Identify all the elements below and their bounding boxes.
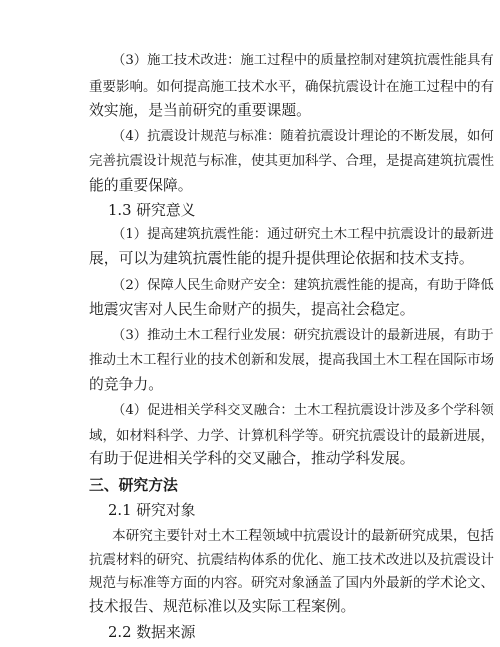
paragraph-line: 展，可以为建筑抗震性能的提升提供理论依据和技术支持。 [89, 250, 474, 268]
paragraph-line: 效实施，是当前研究的重要课题。 [89, 101, 311, 119]
paragraph-line: 抗震材料的研究、抗震结构体系的优化、施工技术改进以及抗震设计 [89, 551, 494, 568]
paragraph-line: 的竞争力。 [89, 376, 163, 394]
paragraph-line: （4）促进相关学科交叉融合：土木工程抗震设计涉及多个学科领 [112, 402, 494, 418]
paragraph-line: 能的重要保障。 [89, 176, 193, 194]
paragraph-line: （3）推动土木工程行业发展：研究抗震设计的最新进展，有助于 [112, 328, 494, 344]
section-heading: 2.2 数据来源 [108, 624, 196, 641]
chapter-heading: 三、研究方法 [89, 477, 178, 495]
paragraph-line: 域，如材料科学、力学、计算机科学等。研究抗震设计的最新进展， [89, 427, 494, 444]
paragraph-line: 本研究主要针对土木工程领域中抗震设计的最新研究成果，包括 [112, 527, 494, 544]
paragraph-line: 完善抗震设计规范与标准，使其更加科学、合理，是提高建筑抗震性 [89, 153, 494, 170]
paragraph-line: 地震灾害对人民生命财产的损失，提高社会稳定。 [89, 300, 415, 318]
section-heading: 2.1 研究对象 [108, 501, 196, 519]
section-heading: 1.3 研究意义 [108, 201, 196, 219]
paragraph-line: （4）抗震设计规范与标准：随着抗震设计理论的不断发展，如何 [112, 129, 494, 145]
paragraph-line: 重要影响。如何提高施工技术水平，确保抗震设计在施工过程中的有 [89, 78, 494, 95]
paragraph-line: （3）施工技术改进：施工过程中的质量控制对建筑抗震性能具有 [112, 53, 494, 68]
paragraph-line: 技术报告、规范标准以及实际工程案例。 [89, 598, 356, 616]
paragraph-line: 推动土木工程行业的技术创新和发展，提高我国土木工程在国际市场 [89, 352, 494, 369]
paragraph-line: （2）保障人民生命财产安全：建筑抗震性能的提高，有助于降低 [112, 277, 494, 293]
paragraph-line: 规范与标准等方面的内容。研究对象涵盖了国内外最新的学术论文、 [89, 575, 494, 592]
paragraph-line: 有助于促进相关学科的交叉融合，推动学科发展。 [89, 450, 415, 468]
paragraph-line: （1）提高建筑抗震性能：通过研究土木工程中抗震设计的最新进 [112, 227, 494, 243]
